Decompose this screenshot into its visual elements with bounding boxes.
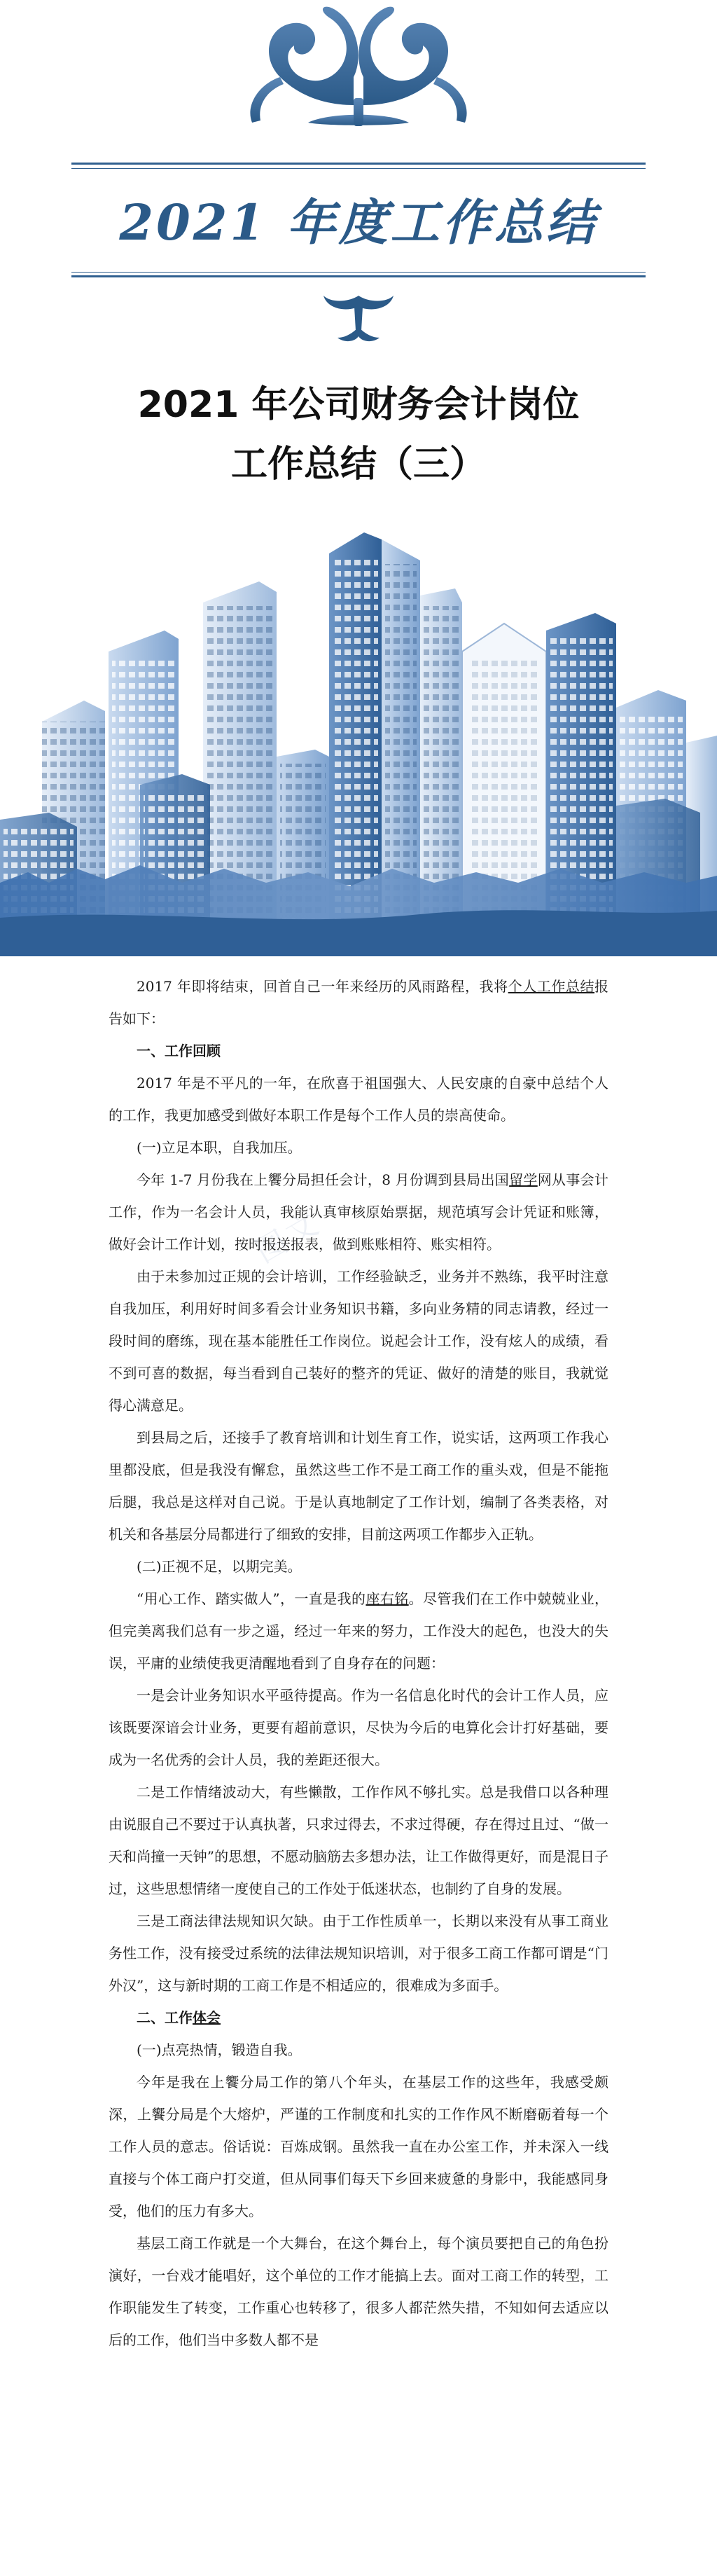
paragraph: 到县局之后，还接手了教育培训和计划生育工作，说实话，这两项工作我心里都没底，但是我没有懈怠，虽然这些工作不是工商工作的重头戏，但是不能拖后腿，我总是这样对自己说。于是认真地制定了工作计划，编制了各类表格，对机关和各基层分局都进行了细致的安排，目前这两项工作都步入正轨。 bbox=[109, 1429, 608, 1543]
document-subtitle: 工作总结（三） bbox=[230, 443, 486, 485]
paragraph: 今年是我在上饗分局工作的第八个年头，在基层工作的这些年，我感受颇深，上饗分局是个大熔炉，严谨的工作制度和扎实的工作作风不断磨砺着每一个工作人员的意志。俗话说：百炼成钢。虽然我一直在办公室工作，并未深入一线直接与个体工商户打交道，但从同事们每天下乡回来疲惫的身影中，我能感同身受，他们的压力有多大。 bbox=[109, 2074, 608, 2219]
paragraph: 今年 1-7 月份我在上饗分局担任会计，8 月份调到县局出国留学网从事会计工作，作为一名会计人员，我能认真审核原始票据，规范填写会计凭证和账簿，做好会计工作计划，按时报送报表，做到账账相符、账实相符。 bbox=[109, 1171, 608, 1253]
divider-line bbox=[71, 168, 646, 169]
watermark: 图文 bbox=[249, 1204, 328, 1270]
paragraph: 由于未参加过正规的会计培训，工作经验缺乏，业务并不熟练，我平时注意自我加压，利用好时间多看会计业务知识书籍，多向业务精的同志请教，经过一段时间的磨练，现在基本能胜任工作岗位。说起会计工作，没有炫人的成绩，看不到可喜的数据，每当看到自己装好的整齐的凭证、做好的清楚的账目，我就觉得心满意足。 bbox=[109, 1268, 608, 1414]
link-experience[interactable]: 体会 bbox=[193, 2009, 221, 2026]
section-heading: 一、工作回顾 bbox=[137, 1042, 221, 1059]
paragraph: 2017 年是不平凡的一年，在欣喜于祖国强大、人民安康的自豪中总结个人的工作，我更加感受到做好本职工作是每个工作人员的崇高使命。 bbox=[109, 1075, 608, 1124]
subsection-heading: (一)立足本职，自我加压。 bbox=[137, 1139, 302, 1156]
section-heading: 二、工作体会 bbox=[137, 2009, 221, 2026]
document-body bbox=[109, 970, 608, 2356]
paragraph: 一是会计业务知识水平亟待提高。作为一名信息化时代的会计工作人员，应该既要深谙会计业务，更要有超前意识，尽快为今后的电算化会计打好基础，要成为一名优秀的会计人员，我的差距还很大。 bbox=[109, 1687, 608, 1768]
divider-line bbox=[71, 275, 646, 277]
paragraph: 二是工作情绪波动大，有些懒散，工作作风不够扎实。总是我借口以各种理由说服自己不要过于认真执著，只求过得去，不求过得硬，存在得过且过、“做一天和尚撞一天钟”的思想，不愿动脑筋去多想办法，让工作做得更好，而是混日子过，这些思想情绪一度使自己的工作处于低迷状态，也制约了自身的发展。 bbox=[109, 1784, 608, 1897]
subsection-heading: (一)点亮热情，锻造自我。 bbox=[137, 2041, 302, 2058]
paragraph: 三是工商法律法规知识欠缺。由于工作性质单一，长期以来没有从事工商业务性工作，没有接受过系统的法律法规知识培训，对于很多工商工作都可谓是“门外汉”，这与新时期的工商工作是不相适应的，很难成为多面手。 bbox=[109, 1913, 608, 1994]
floral-ornament-top bbox=[0, 0, 717, 147]
document-title: 2021 年公司财务会计岗位 bbox=[137, 384, 580, 426]
city-skyline-illustration bbox=[0, 490, 717, 967]
paragraph: “用心工作、踏实做人”，一直是我的座右铭。尽管我们在工作中兢兢业业，但完美离我们总有一步之遥，经过一年来的努力，工作没大的起色，也没大的失误，平庸的业绩使我更清醒地看到了自身存在的问题： bbox=[109, 1590, 609, 1672]
divider-line bbox=[71, 163, 646, 165]
divider-line bbox=[71, 272, 646, 273]
paragraph: 基层工商工作就是一个大舞台，在这个舞台上，每个演员要把自己的角色扮演好，一台戏才能唱好，这个单位的工作才能搞上去。面对工商工作的转型，工作职能发生了转变，工作重心也转移了，很多人都茫然失措，不知如何去适应以后的工作，他们当中多数人都不是 bbox=[109, 2235, 608, 2348]
banner-title: 2021 年度工作总结 bbox=[119, 193, 598, 252]
paragraph: 2017 年即将结束，回首自己一年来经历的风雨路程，我将个人工作总结报告如下： bbox=[109, 978, 609, 1027]
subsection-heading: (二)正视不足，以期完美。 bbox=[137, 1558, 302, 1575]
link-personal-summary[interactable]: 个人工作总结 bbox=[508, 978, 595, 995]
link-motto[interactable]: 座右铭 bbox=[366, 1590, 409, 1607]
small-ornament bbox=[316, 289, 401, 352]
link-study-abroad[interactable]: 留学 bbox=[509, 1171, 538, 1188]
